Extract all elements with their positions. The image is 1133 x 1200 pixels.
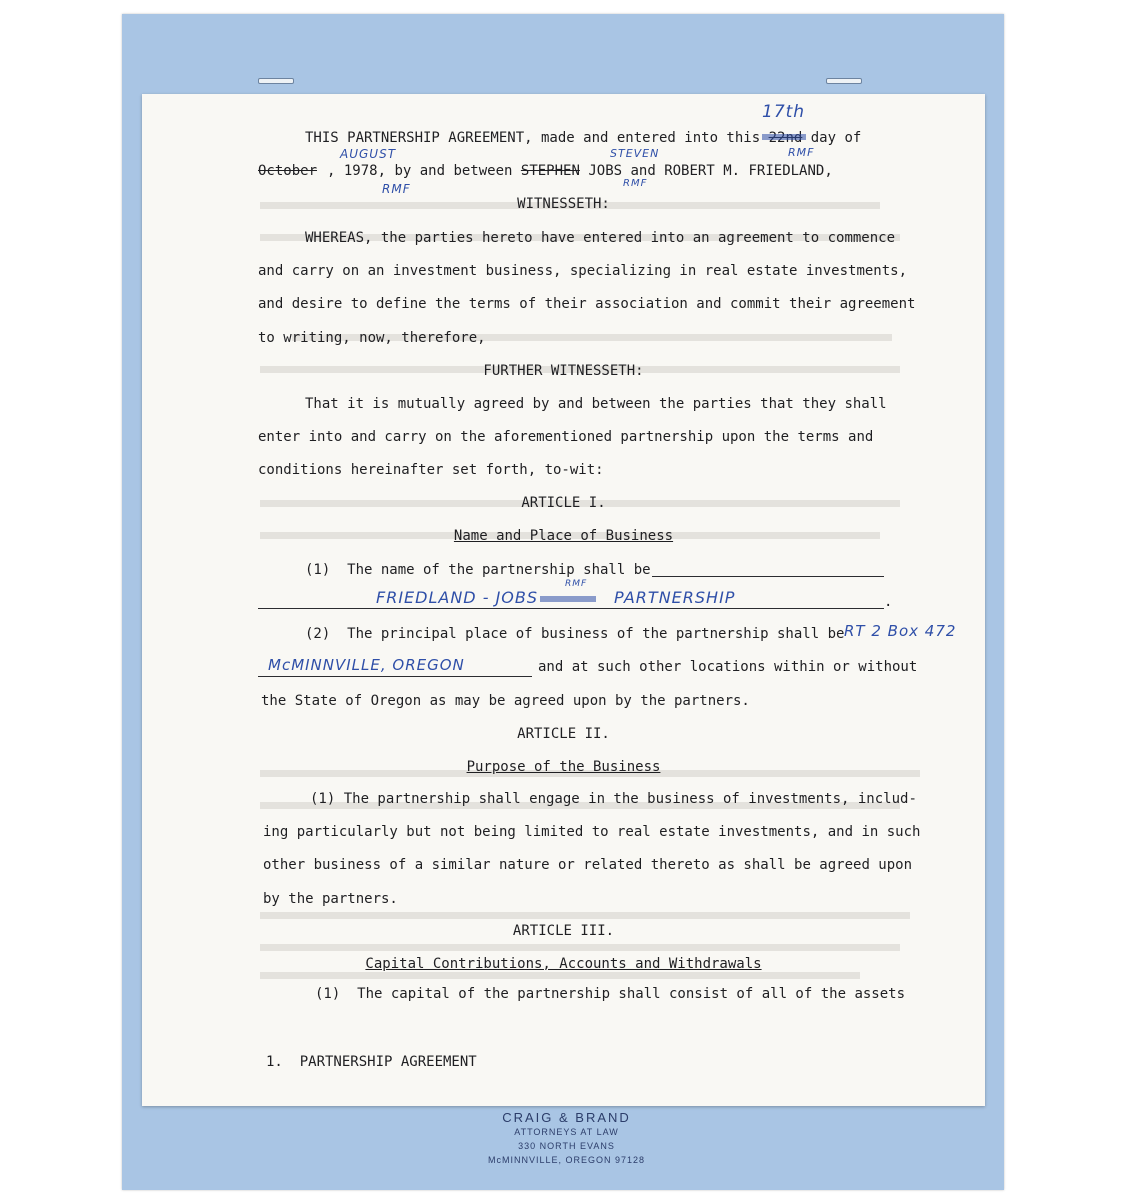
whereas-line-2: and carry on an investment business, specializing in real estate investments, xyxy=(258,263,908,279)
handwritten-city: McMINNVILLE, OREGON xyxy=(268,656,465,674)
agreed-line-2: enter into and carry on the aforementioned partnership upon the terms and xyxy=(258,429,874,445)
a1-para-1: (1) The name of the partnership shall be xyxy=(305,562,651,578)
handwritten-address: RT 2 Box 472 xyxy=(844,622,957,640)
date-line-mid: , 1978, by and between xyxy=(327,163,513,179)
a2-line-3: other business of a similar nature or related thereto as shall be agreed upon xyxy=(263,857,913,873)
intro-after: day of xyxy=(810,130,862,146)
right-staple-icon xyxy=(826,78,862,84)
handwritten-first-name: STEVEN xyxy=(610,147,660,160)
firm-name: CRAIG & BRAND xyxy=(502,1110,631,1125)
initials-name: RMF xyxy=(623,178,648,189)
page-label: 1. PARTNERSHIP AGREEMENT xyxy=(266,1054,477,1070)
initials-month: RMF xyxy=(382,182,411,196)
a3-para-1: (1) The capital of the partnership shall consist of all of the assets xyxy=(315,986,906,1002)
agreed-line-3: conditions hereinafter set forth, to-wit: xyxy=(258,462,604,478)
handwritten-partnership-name: FRIEDLAND - JOBS xyxy=(376,588,539,607)
date-line-end: JOBS and ROBERT M. FRIEDLAND, xyxy=(588,163,833,179)
left-staple-icon xyxy=(258,78,294,84)
article-2-title: ARTICLE II. xyxy=(517,726,610,742)
initials-day: RMF xyxy=(788,146,815,159)
intro-before: THIS PARTNERSHIP AGREEMENT, made and entered into this xyxy=(305,130,761,146)
article-1-title: ARTICLE I. xyxy=(521,495,606,511)
name-blank-rule xyxy=(652,576,884,577)
agreement-page xyxy=(142,94,985,1106)
struck-first-name: STEPHEN xyxy=(520,163,580,179)
article-1-heading: Name and Place of Business xyxy=(453,528,674,544)
a2-line-2: ing particularly but not being limited to real estate investments, and in such xyxy=(263,824,921,840)
handwritten-month: AUGUST xyxy=(340,147,397,161)
article-3-title: ARTICLE III. xyxy=(512,923,615,939)
whereas-line-1: WHEREAS, the parties hereto have entered into an agreement to commence xyxy=(305,230,896,246)
name-blank-rule-2 xyxy=(258,608,884,609)
a1-para-2: (2) The principal place of business of the partnership shall be xyxy=(305,626,845,642)
whereas-line-3: and desire to define the terms of their association and commit their agreement xyxy=(258,296,916,312)
agreed-line-1: That it is mutually agreed by and between the parties that they shall xyxy=(305,396,887,412)
a2-line-1: (1) The partnership shall engage in the business of investments, includ- xyxy=(310,791,917,807)
further-witnesseth-heading: FURTHER WITNESSETH: xyxy=(483,363,644,379)
a2-line-4: by the partners. xyxy=(263,891,398,907)
firm-line-2: 330 NORTH EVANS xyxy=(518,1141,615,1151)
day-scribble xyxy=(762,134,806,140)
whereas-line-4: to writing, now, therefore, xyxy=(258,330,486,346)
handwritten-day: 17th xyxy=(762,102,806,122)
initials-partnership: RMF xyxy=(565,579,588,589)
address-blank-rule xyxy=(258,676,532,677)
struck-month: October xyxy=(258,163,318,179)
a1-para-2-line-3: the State of Oregon as may be agreed upon by the partners. xyxy=(261,693,750,709)
handwritten-partnership-word: PARTNERSHIP xyxy=(614,588,736,607)
date-parties-line xyxy=(258,163,833,179)
law-firm-footer xyxy=(0,1110,1133,1167)
article-2-heading: Purpose of the Business xyxy=(466,759,661,775)
firm-line-3: McMINNVILLE, OREGON 97128 xyxy=(487,1155,646,1165)
partnership-scribble xyxy=(540,596,596,602)
witnesseth-heading: WITNESSETH: xyxy=(517,196,610,212)
a1-para-2-line-2: and at such other locations within or without xyxy=(538,659,918,675)
name-line-period: . xyxy=(884,594,893,610)
article-3-heading: Capital Contributions, Accounts and Withdrawals xyxy=(365,956,762,972)
firm-line-1: ATTORNEYS AT LAW xyxy=(514,1127,619,1137)
